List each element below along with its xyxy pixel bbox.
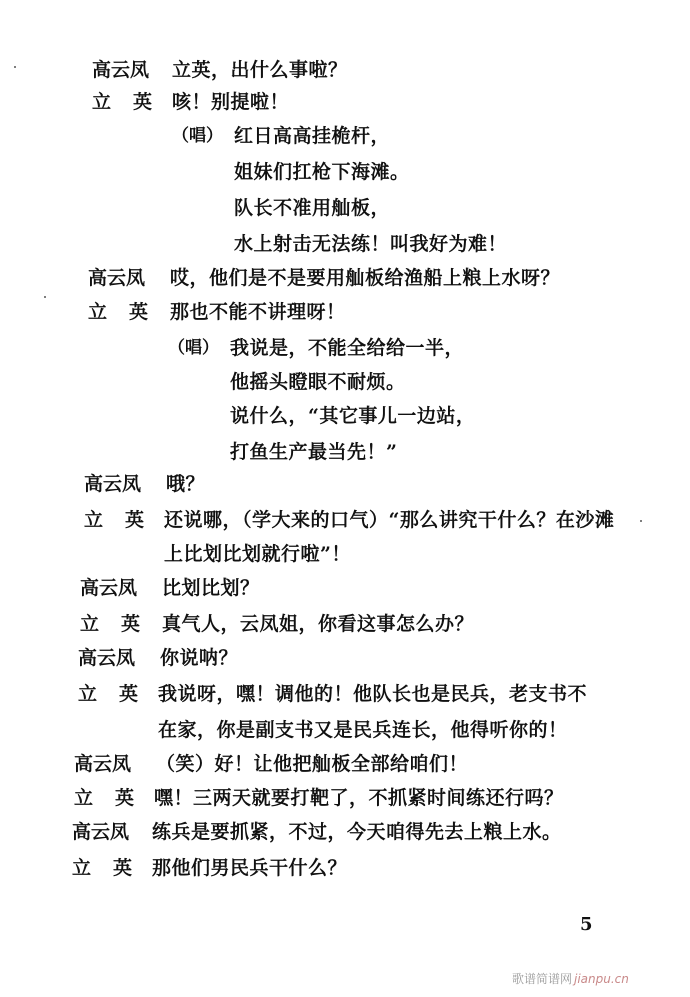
dialogue-line: 还说哪，（学大来的口气）“那么讲究干什么？在沙滩: [164, 509, 615, 531]
speaker-li-ying: 立英: [72, 857, 155, 879]
speaker-li-ying: 立英: [74, 787, 157, 809]
lyric-line: 他摇头瞪眼不耐烦。: [230, 371, 406, 393]
speaker-gao-yunfeng: 高云凤: [74, 753, 132, 775]
speaker-li-ying: 立英: [92, 91, 175, 113]
dialogue-line: 练兵是要抓紧，不过，今天咱得先去上粮上水。: [152, 821, 562, 843]
dialogue-line: 哦？: [166, 473, 206, 495]
dialogue-line: 咳！别提啦！: [172, 91, 290, 113]
watermark: [512, 970, 629, 987]
lyric-line: 水上射击无法练！叫我好为难！: [234, 233, 508, 255]
sing-tag: （唱）: [172, 126, 223, 146]
dialogue-line: （笑）好！让他把舢板全部给咱们！: [156, 753, 469, 775]
dialogue-line: 嘿！三两天就要打靶了，不抓紧时间练还行吗？: [154, 787, 564, 809]
speaker-li-ying: 立英: [88, 301, 171, 323]
lyric-line: 打鱼生产最当先！”: [230, 441, 398, 463]
dialogue-line: 那他们男民兵干什么？: [152, 857, 348, 879]
dialogue-line: 你说呐？: [160, 647, 239, 669]
dialogue-line: 上比划比划就行啦”！: [164, 543, 351, 565]
speaker-li-ying: 立英: [80, 613, 163, 635]
speaker-li-ying: 立英: [84, 509, 167, 531]
speaker-gao-yunfeng: 高云凤: [78, 647, 136, 669]
dialogue-line: 立英，出什么事啦？: [172, 59, 348, 81]
lyric-line: 说什么，“其它事儿一边站，: [230, 405, 476, 427]
scan-speck: [640, 520, 642, 522]
speaker-gao-yunfeng: 高云凤: [88, 267, 146, 289]
dialogue-line: 真气人，云凤姐，你看这事怎么办？: [162, 613, 475, 635]
lyric-line: 红日高高挂桅杆，: [234, 125, 391, 147]
speaker-gao-yunfeng: 高云凤: [72, 821, 130, 843]
lyric-line: 姐妹们扛枪下海滩。: [234, 161, 410, 183]
speaker-gao-yunfeng: 高云凤: [84, 473, 142, 495]
sing-tag: （唱）: [168, 338, 219, 358]
page-number: 5: [580, 914, 593, 935]
speaker-li-ying: 立英: [78, 683, 161, 705]
dialogue-line: 那也不能不讲理呀！: [170, 301, 346, 323]
dialogue-line: 在家，你是副支书又是民兵连长，他得听你的！: [158, 719, 568, 741]
speaker-gao-yunfeng: 高云凤: [80, 577, 138, 599]
dialogue-line: 哎，他们是不是要用舢板给渔船上粮上水呀？: [170, 267, 561, 289]
dialogue-line: 我说呀，嘿！调他的！他队长也是民兵，老支书不: [158, 683, 588, 705]
watermark-cn: 歌谱简谱网: [512, 972, 573, 986]
dialogue-line: 比划比划？: [162, 577, 260, 599]
lyric-line: 我说是，不能全给给一半，: [230, 337, 465, 359]
scan-speck: [14, 66, 16, 68]
scan-speck: [44, 296, 46, 298]
speaker-gao-yunfeng: 高云凤: [92, 59, 150, 81]
watermark-en: jianpu.cn: [574, 972, 629, 986]
lyric-line: 队长不准用舢板，: [234, 197, 391, 219]
